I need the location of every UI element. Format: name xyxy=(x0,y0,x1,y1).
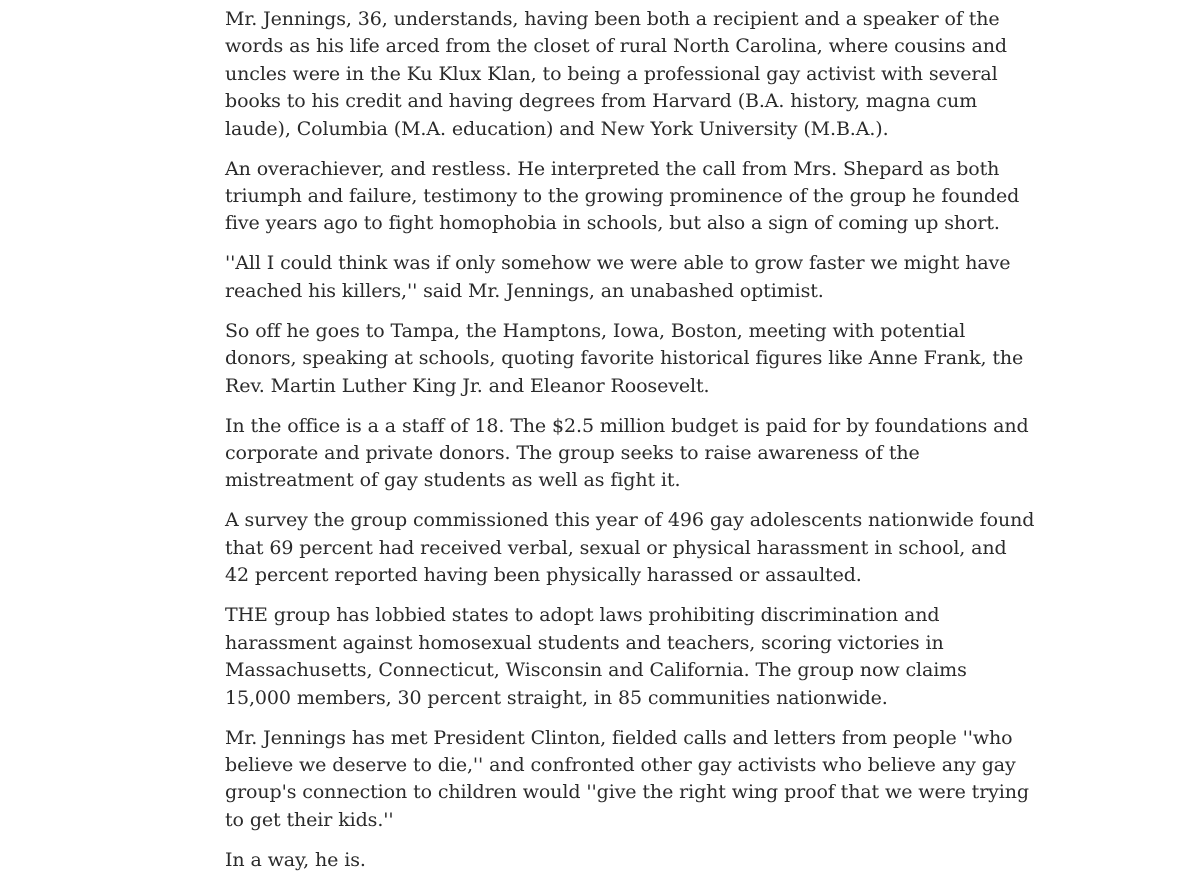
paragraph-5: In the office is a a staff of 18. The $2.5 million budget is paid for by foundations and corporate and private donors. The group seeks to raise awareness of the mistreatment of gay students as well as fight it. xyxy=(225,414,1029,492)
paragraph-2: An overachiever, and restless. He interpreted the call from Mrs. Shepard as both triumph and failure, testimony to the growing prominence of the group he founded five years ago to fight homophobia in schools, but also a sign of coming up short. xyxy=(225,157,1020,235)
paragraph-3: ''All I could think was if only somehow we were able to grow faster we might have reached his killers,'' said Mr. Jennings, an unabashed optimist. xyxy=(225,252,1011,302)
paragraph-6: A survey the group commissioned this year of 496 gay adolescents nationwide found that 69 percent had received verbal, sexual or physical harassment in school, and 42 percent reported having been physically harassed or assaulted. xyxy=(225,509,1035,587)
paragraph-7: THE group has lobbied states to adopt laws prohibiting discrimination and harassment against homosexual students and teachers, scoring victories in Massachusetts, Connecticut, Wisconsin and California. The group now claims 15,000 members, 30 percent straight, in 85 communities nationwide. xyxy=(225,604,967,709)
article-body xyxy=(225,6,1035,887)
paragraph-9: In a way, he is. xyxy=(225,848,366,871)
paragraph-1: Mr. Jennings, 36, understands, having been both a recipient and a speaker of the words as his life arced from the closet of rural North Carolina, where cousins and uncles were in the Ku Klux Klan, to being a professional gay activist with several books to his credit and having degrees from Harvard (B.A. history, magna cum laude), Columbia (M.A. education) and New York University (M.B.A.). xyxy=(225,8,1007,140)
paragraph-8: Mr. Jennings has met President Clinton, fielded calls and letters from people ''who believe we deserve to die,'' and confronted other gay activists who believe any gay group's connection to children would ''give the right wing proof that we were trying to get their kids.'' xyxy=(225,726,1029,831)
paragraph-4: So off he goes to Tampa, the Hamptons, Iowa, Boston, meeting with potential donors, speaking at schools, quoting favorite historical figures like Anne Frank, the Rev. Martin Luther King Jr. and Eleanor Roosevelt. xyxy=(225,319,1024,397)
